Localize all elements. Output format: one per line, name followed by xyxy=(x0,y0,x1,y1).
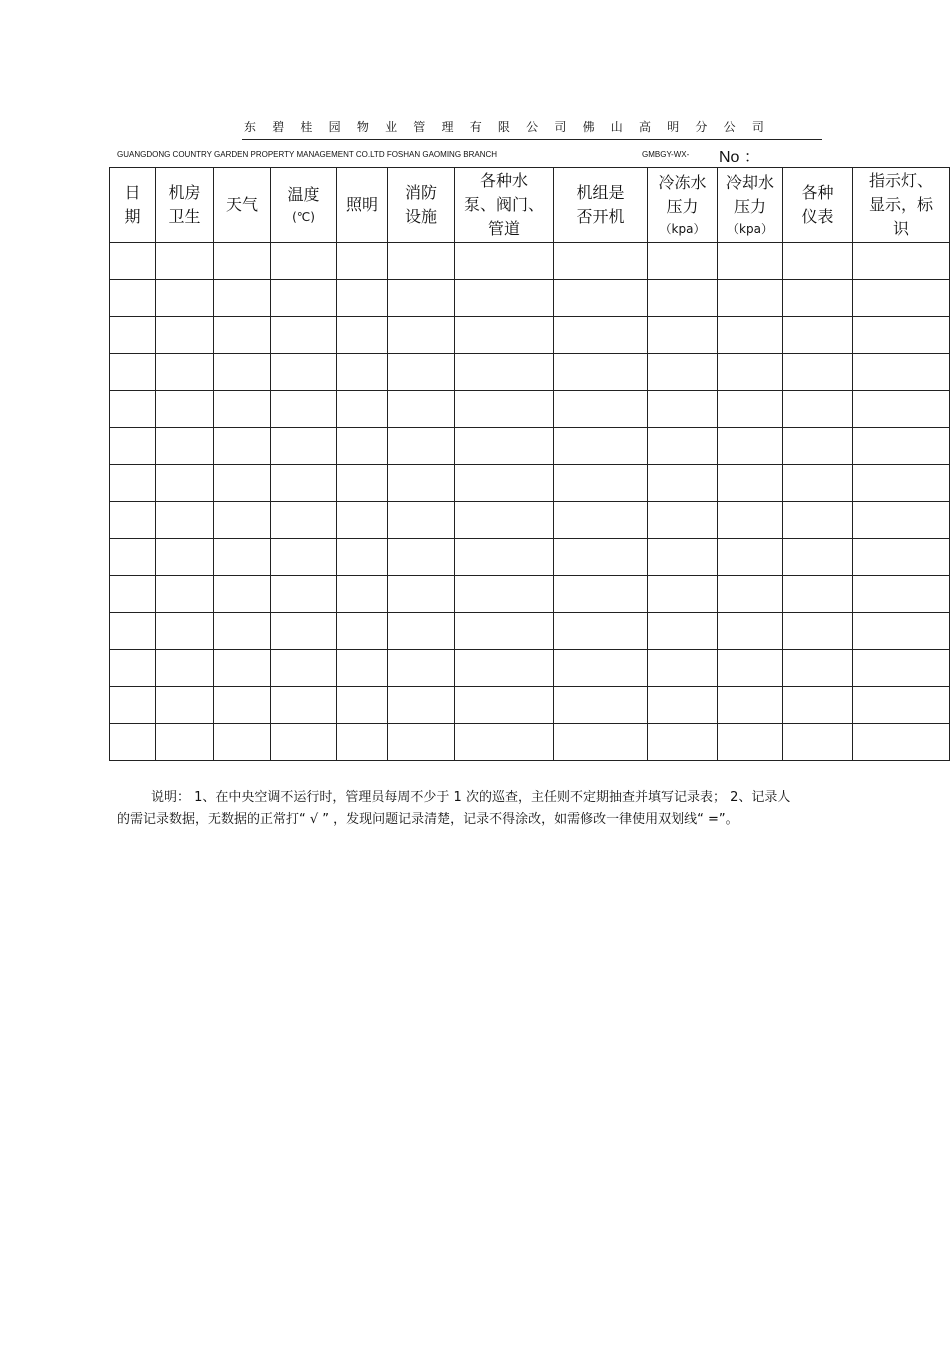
entry-cell[interactable] xyxy=(337,354,388,391)
form-number-label: No ： xyxy=(719,149,760,166)
entry-cell[interactable] xyxy=(783,354,853,391)
entry-cell[interactable] xyxy=(388,317,455,354)
header-rule xyxy=(242,139,822,140)
entry-cell[interactable] xyxy=(337,243,388,280)
entry-cell[interactable] xyxy=(648,428,718,465)
entry-cell[interactable] xyxy=(156,391,214,428)
entry-cell[interactable] xyxy=(156,317,214,354)
entry-cell[interactable] xyxy=(110,650,156,687)
entry-cell[interactable] xyxy=(718,650,783,687)
entry-cell[interactable] xyxy=(783,280,853,317)
inspection-log-table xyxy=(109,167,950,761)
table-row xyxy=(110,465,950,502)
entry-cell[interactable] xyxy=(271,576,337,613)
entry-cell[interactable] xyxy=(853,502,950,539)
entry-cell[interactable] xyxy=(853,280,950,317)
col-header-lighting: 照明 xyxy=(337,168,388,243)
entry-cell[interactable] xyxy=(110,428,156,465)
entry-cell[interactable] xyxy=(214,576,271,613)
entry-cell[interactable] xyxy=(783,724,853,761)
entry-cell[interactable] xyxy=(271,539,337,576)
entry-cell[interactable] xyxy=(214,354,271,391)
entry-cell[interactable] xyxy=(718,687,783,724)
entry-cell[interactable] xyxy=(110,317,156,354)
entry-cell[interactable] xyxy=(156,724,214,761)
table-row xyxy=(110,391,950,428)
table-row xyxy=(110,428,950,465)
entry-cell[interactable] xyxy=(554,724,648,761)
entry-cell[interactable] xyxy=(554,391,648,428)
col-header-machine-room-hygiene: 机房 卫生 xyxy=(156,168,214,243)
entry-cell[interactable] xyxy=(853,613,950,650)
entry-cell[interactable] xyxy=(156,428,214,465)
entry-cell[interactable] xyxy=(110,391,156,428)
entry-cell[interactable] xyxy=(337,539,388,576)
entry-cell[interactable] xyxy=(156,243,214,280)
table-row xyxy=(110,576,950,613)
entry-cell[interactable] xyxy=(388,539,455,576)
entry-cell[interactable] xyxy=(853,576,950,613)
entry-cell[interactable] xyxy=(156,576,214,613)
entry-cell[interactable] xyxy=(648,280,718,317)
entry-cell[interactable] xyxy=(271,243,337,280)
entry-cell[interactable] xyxy=(455,650,554,687)
entry-cell[interactable] xyxy=(110,502,156,539)
entry-cell[interactable] xyxy=(337,576,388,613)
entry-cell[interactable] xyxy=(455,428,554,465)
entry-cell[interactable] xyxy=(554,613,648,650)
entry-cell[interactable] xyxy=(271,613,337,650)
entry-cell[interactable] xyxy=(853,650,950,687)
entry-cell[interactable] xyxy=(271,280,337,317)
entry-cell[interactable] xyxy=(337,391,388,428)
entry-cell[interactable] xyxy=(648,650,718,687)
entry-cell[interactable] xyxy=(388,650,455,687)
entry-cell[interactable] xyxy=(388,465,455,502)
entry-cell[interactable] xyxy=(455,317,554,354)
col-header-fire-facilities: 消防 设施 xyxy=(388,168,455,243)
entry-cell[interactable] xyxy=(271,724,337,761)
entry-cell[interactable] xyxy=(214,502,271,539)
entry-cell[interactable] xyxy=(554,650,648,687)
entry-cell[interactable] xyxy=(214,317,271,354)
instructions-line-1: 说明： 1、在中央空调不运行时，管理员每周不少于 1 次的巡查，主任则不定期抽查并填写记录表； 2、记录人 xyxy=(151,790,791,805)
entry-cell[interactable] xyxy=(337,613,388,650)
entry-cell[interactable] xyxy=(718,539,783,576)
col-header-cooling-water-pressure: 冷却水 压力 （kpa） xyxy=(718,168,783,243)
entry-cell[interactable] xyxy=(214,465,271,502)
entry-cell[interactable] xyxy=(853,243,950,280)
entry-cell[interactable] xyxy=(388,687,455,724)
entry-cell[interactable] xyxy=(214,724,271,761)
entry-cell[interactable] xyxy=(648,502,718,539)
entry-cell[interactable] xyxy=(388,428,455,465)
company-name-en: GUANGDONG COUNTRY GARDEN PROPERTY MANAGEMENT CO.LTD FOSHAN GAOMING BRANCH xyxy=(117,150,498,159)
entry-cell[interactable] xyxy=(214,539,271,576)
entry-cell[interactable] xyxy=(783,317,853,354)
entry-cell[interactable] xyxy=(271,354,337,391)
entry-cell[interactable] xyxy=(214,687,271,724)
entry-cell[interactable] xyxy=(337,502,388,539)
entry-cell[interactable] xyxy=(783,391,853,428)
form-code: GMBGY-WX- xyxy=(642,150,690,159)
entry-cell[interactable] xyxy=(853,391,950,428)
entry-cell[interactable] xyxy=(271,317,337,354)
entry-cell[interactable] xyxy=(110,465,156,502)
entry-cell[interactable] xyxy=(648,687,718,724)
entry-cell[interactable] xyxy=(455,539,554,576)
entry-cell[interactable] xyxy=(337,650,388,687)
entry-cell[interactable] xyxy=(110,354,156,391)
entry-cell[interactable] xyxy=(110,243,156,280)
table-row xyxy=(110,650,950,687)
entry-cell[interactable] xyxy=(214,613,271,650)
entry-cell[interactable] xyxy=(783,687,853,724)
entry-cell[interactable] xyxy=(718,243,783,280)
table-row xyxy=(110,502,950,539)
entry-cell[interactable] xyxy=(110,613,156,650)
entry-cell[interactable] xyxy=(388,280,455,317)
entry-cell[interactable] xyxy=(455,391,554,428)
header-row xyxy=(110,168,950,243)
entry-cell[interactable] xyxy=(214,391,271,428)
entry-cell[interactable] xyxy=(554,502,648,539)
col-header-pumps-valves-pipes: 各种水 泵、阀门、 管道 xyxy=(455,168,554,243)
entry-cell[interactable] xyxy=(718,280,783,317)
entry-cell[interactable] xyxy=(648,391,718,428)
entry-cell[interactable] xyxy=(648,576,718,613)
entry-cell[interactable] xyxy=(718,502,783,539)
entry-cell[interactable] xyxy=(783,576,853,613)
col-header-weather: 天气 xyxy=(214,168,271,243)
entry-cell[interactable] xyxy=(388,502,455,539)
entry-cell[interactable] xyxy=(156,354,214,391)
entry-cell[interactable] xyxy=(156,465,214,502)
entry-cell[interactable] xyxy=(853,428,950,465)
entry-cell[interactable] xyxy=(110,280,156,317)
entry-cell[interactable] xyxy=(271,650,337,687)
entry-cell[interactable] xyxy=(554,465,648,502)
entry-cell[interactable] xyxy=(455,613,554,650)
entry-cell[interactable] xyxy=(718,465,783,502)
entry-cell[interactable] xyxy=(271,502,337,539)
entry-cell[interactable] xyxy=(337,428,388,465)
entry-cell[interactable] xyxy=(214,243,271,280)
entry-cell[interactable] xyxy=(853,354,950,391)
entry-cell[interactable] xyxy=(214,428,271,465)
entry-cell[interactable] xyxy=(156,539,214,576)
entry-cell[interactable] xyxy=(455,280,554,317)
entry-cell[interactable] xyxy=(214,280,271,317)
entry-cell[interactable] xyxy=(718,613,783,650)
entry-cell[interactable] xyxy=(156,280,214,317)
entry-cell[interactable] xyxy=(156,613,214,650)
entry-cell[interactable] xyxy=(718,317,783,354)
entry-cell[interactable] xyxy=(718,724,783,761)
entry-cell[interactable] xyxy=(388,613,455,650)
entry-cell[interactable] xyxy=(718,391,783,428)
entry-cell[interactable] xyxy=(388,391,455,428)
entry-cell[interactable] xyxy=(554,687,648,724)
entry-cell[interactable] xyxy=(853,724,950,761)
entry-cell[interactable] xyxy=(337,687,388,724)
entry-cell[interactable] xyxy=(554,576,648,613)
entry-cell[interactable] xyxy=(110,687,156,724)
entry-cell[interactable] xyxy=(156,650,214,687)
table-row xyxy=(110,724,950,761)
entry-cell[interactable] xyxy=(214,650,271,687)
entry-cell[interactable] xyxy=(648,243,718,280)
table-row xyxy=(110,280,950,317)
col-header-indicator-lights: 指示灯、 显示，标 识 xyxy=(853,168,950,243)
entry-cell[interactable] xyxy=(455,502,554,539)
entry-cell[interactable] xyxy=(337,465,388,502)
entry-cell[interactable] xyxy=(783,428,853,465)
entry-cell[interactable] xyxy=(388,576,455,613)
entry-cell[interactable] xyxy=(853,317,950,354)
entry-cell[interactable] xyxy=(337,724,388,761)
entry-cell[interactable] xyxy=(783,502,853,539)
instructions-line-2: 的需记录数据，无数据的正常打“ √ ” ，发现问题记录清楚，记录不得涂改，如需修改一律使用双划线“ =”。 xyxy=(117,812,739,827)
entry-cell[interactable] xyxy=(271,687,337,724)
entry-cell[interactable] xyxy=(783,243,853,280)
entry-cell[interactable] xyxy=(455,724,554,761)
entry-cell[interactable] xyxy=(718,354,783,391)
log-body xyxy=(110,243,950,761)
entry-cell[interactable] xyxy=(271,428,337,465)
table-row xyxy=(110,354,950,391)
entry-cell[interactable] xyxy=(853,687,950,724)
entry-cell[interactable] xyxy=(783,650,853,687)
entry-cell[interactable] xyxy=(648,613,718,650)
entry-cell[interactable] xyxy=(554,354,648,391)
entry-cell[interactable] xyxy=(337,280,388,317)
entry-cell[interactable] xyxy=(388,243,455,280)
table-row xyxy=(110,243,950,280)
entry-cell[interactable] xyxy=(853,539,950,576)
table-row xyxy=(110,613,950,650)
entry-cell[interactable] xyxy=(554,243,648,280)
entry-cell[interactable] xyxy=(783,613,853,650)
entry-cell[interactable] xyxy=(648,354,718,391)
col-header-meters: 各种 仪表 xyxy=(783,168,853,243)
table-row xyxy=(110,317,950,354)
entry-cell[interactable] xyxy=(110,539,156,576)
entry-cell[interactable] xyxy=(554,428,648,465)
entry-cell[interactable] xyxy=(110,724,156,761)
entry-cell[interactable] xyxy=(271,465,337,502)
entry-cell[interactable] xyxy=(554,280,648,317)
entry-cell[interactable] xyxy=(783,539,853,576)
entry-cell[interactable] xyxy=(718,428,783,465)
entry-cell[interactable] xyxy=(455,687,554,724)
entry-cell[interactable] xyxy=(110,576,156,613)
entry-cell[interactable] xyxy=(648,317,718,354)
entry-cell[interactable] xyxy=(554,539,648,576)
entry-cell[interactable] xyxy=(455,576,554,613)
entry-cell[interactable] xyxy=(718,576,783,613)
entry-cell[interactable] xyxy=(648,724,718,761)
entry-cell[interactable] xyxy=(388,724,455,761)
company-name-cn: 东 碧 桂 园 物 业 管 理 有 限 公 司 佛 山 高 明 分 公 司 xyxy=(244,120,771,134)
entry-cell[interactable] xyxy=(853,465,950,502)
col-header-chilled-water-pressure: 冷冻水 压力 （kpa） xyxy=(648,168,718,243)
entry-cell[interactable] xyxy=(783,465,853,502)
table-row xyxy=(110,687,950,724)
entry-cell[interactable] xyxy=(388,354,455,391)
col-header-date: 日 期 xyxy=(110,168,156,243)
entry-cell[interactable] xyxy=(156,502,214,539)
entry-cell[interactable] xyxy=(648,539,718,576)
entry-cell[interactable] xyxy=(337,317,388,354)
entry-cell[interactable] xyxy=(455,354,554,391)
col-header-temperature: 温度 (℃) xyxy=(271,168,337,243)
entry-cell[interactable] xyxy=(455,243,554,280)
entry-cell[interactable] xyxy=(455,465,554,502)
entry-cell[interactable] xyxy=(271,391,337,428)
table-row xyxy=(110,539,950,576)
col-header-unit-running: 机组是 否开机 xyxy=(554,168,648,243)
entry-cell[interactable] xyxy=(648,465,718,502)
entry-cell[interactable] xyxy=(156,687,214,724)
entry-cell[interactable] xyxy=(554,317,648,354)
